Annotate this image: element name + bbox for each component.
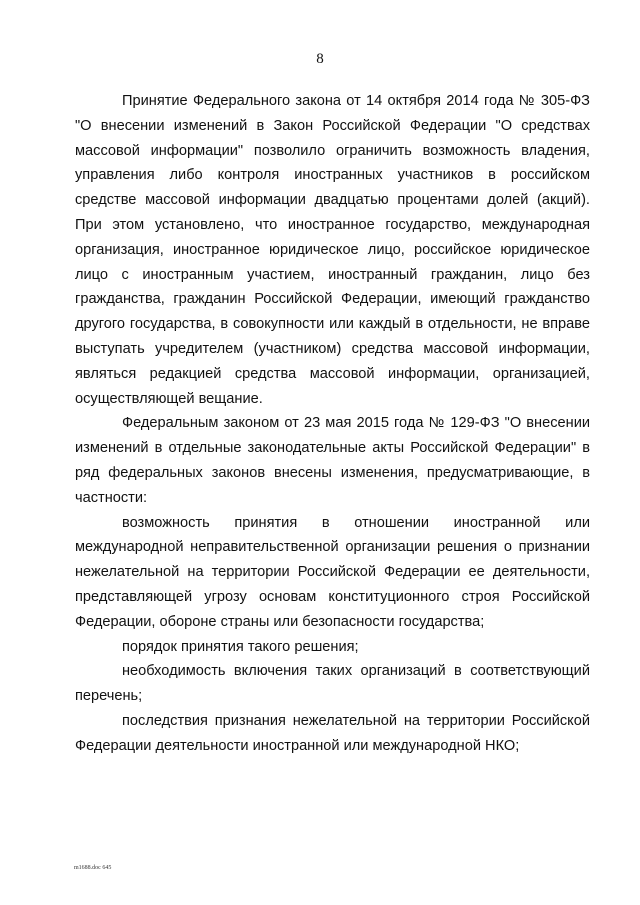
paragraph-law-129-fz: Федеральным законом от 23 мая 2015 года № 129-ФЗ "О внесении изменений в отдельные законодательные акты Российской Федерации" в ряд федеральных законов внесены изменения, предусматривающие, в частности: <box>75 415 590 506</box>
page-number: 8 <box>316 51 324 67</box>
list-item-consequences: последствия признания нежелательной на территории Российской Федерации деятельности иностранной или международной НКО; <box>75 712 590 754</box>
paragraph-law-305-fz: Принятие Федерального закона от 14 октября 2014 года № 305-ФЗ "О внесении изменений в Закон Российской Федерации "О средствах массовой информации" позволило ограничить возможность владения, управления либо контроля иностранных участников в российском средстве массовой информации двадцатью процентами долей (акций). При этом установлено, что иностранное государство, международная организация, иностранное юридическое лицо, российское юридическое лицо с иностранным участием, иностранный гражданин, лицо без гражданства, гражданин Российской Федерации, имеющий гражданство другого государства, в совокупности или каждый в отдельности, не вправе выступать учредителем (участником) средства массовой информации, являться редакцией средства массовой информации, организацией, осуществляющей вещание. <box>75 93 590 407</box>
list-item-decision-procedure: порядок принятия такого решения; <box>122 638 359 655</box>
document-body <box>75 89 590 759</box>
list-item-register-inclusion: необходимость включения таких организаций в соответствующий перечень; <box>75 663 590 705</box>
footer-document-code: m1688.doc 645 <box>74 865 112 871</box>
list-item-undesirable-recognition: возможность принятия в отношении иностранной или международной неправительственной организации решения о признании нежелательной на территории Российской Федерации ее деятельности, представляющей угрозу основам конституционного строя Российской Федерации, обороне страны или безопасности государства; <box>75 514 590 630</box>
